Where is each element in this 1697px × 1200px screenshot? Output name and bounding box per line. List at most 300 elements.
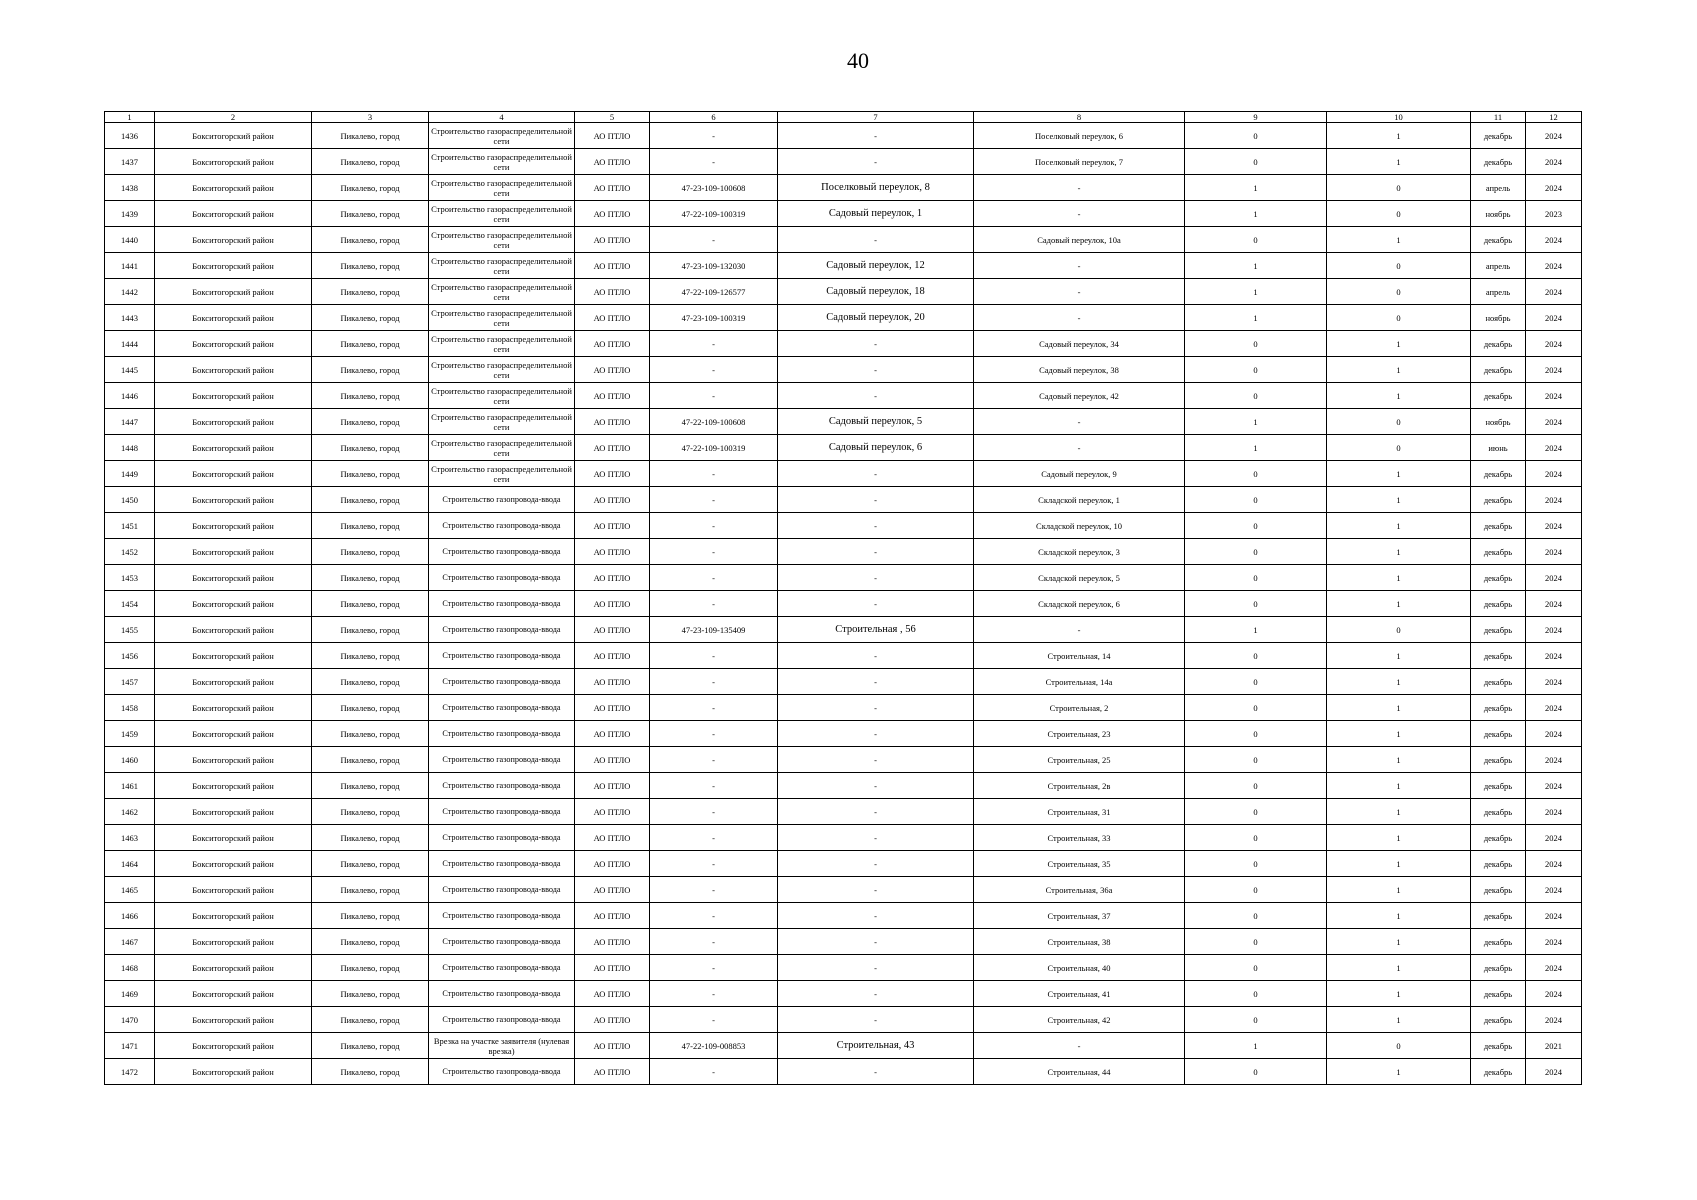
table-cell-col-count-b: 0 <box>1327 253 1471 279</box>
table-cell-col-address-plan: Садовый переулок, 34 <box>974 331 1185 357</box>
table-cell-col-contract: - <box>650 903 778 929</box>
table-cell-col-address-contract: Садовый переулок, 20 <box>778 305 974 331</box>
table-cell-col-count-b: 0 <box>1327 435 1471 461</box>
table-cell-col-address-plan: Поселковый переулок, 7 <box>974 149 1185 175</box>
table-cell-col-month: декабрь <box>1471 1059 1526 1085</box>
table-cell-col-contract: - <box>650 773 778 799</box>
table-cell-col-address-contract: Садовый переулок, 1 <box>778 201 974 227</box>
table-cell-col-count-b: 1 <box>1327 877 1471 903</box>
table-cell-col-num: 1466 <box>105 903 155 929</box>
table-cell-col-work-type: Строительство газопровода-ввода <box>429 773 575 799</box>
table-cell-col-address-contract: Строительная , 56 <box>778 617 974 643</box>
table-cell-col-contract: 47-22-109-100319 <box>650 201 778 227</box>
table-cell-col-district: Бокситогорский район <box>155 279 312 305</box>
table-cell-col-month: декабрь <box>1471 1007 1526 1033</box>
table-cell-col-year: 2024 <box>1526 981 1582 1007</box>
table-cell-col-address-plan: Строительная, 40 <box>974 955 1185 981</box>
table-cell-col-count-b: 1 <box>1327 669 1471 695</box>
table-cell-col-month: декабрь <box>1471 357 1526 383</box>
table-cell-col-address-plan: - <box>974 617 1185 643</box>
table-cell-col-organization: АО ПТЛО <box>575 227 650 253</box>
table-cell-col-address-contract: - <box>778 903 974 929</box>
table-cell-col-month: декабрь <box>1471 383 1526 409</box>
table-cell-col-month: декабрь <box>1471 955 1526 981</box>
table-body <box>105 123 1582 1085</box>
table-cell-col-address-contract: - <box>778 929 974 955</box>
table-cell-col-address-plan: - <box>974 305 1185 331</box>
table-cell-col-organization: АО ПТЛО <box>575 539 650 565</box>
table-cell-col-settlement: Пикалево, город <box>312 851 429 877</box>
table-cell-col-month: декабрь <box>1471 877 1526 903</box>
table-cell-col-address-contract: - <box>778 669 974 695</box>
table-cell-col-num: 1447 <box>105 409 155 435</box>
table-cell-col-district: Бокситогорский район <box>155 487 312 513</box>
table-cell-col-settlement: Пикалево, город <box>312 747 429 773</box>
table-cell-col-organization: АО ПТЛО <box>575 617 650 643</box>
table-cell-col-organization: АО ПТЛО <box>575 383 650 409</box>
table-cell-col-contract: - <box>650 929 778 955</box>
table-cell-col-contract: - <box>650 825 778 851</box>
table-cell-col-count-b: 1 <box>1327 149 1471 175</box>
table-cell-col-district: Бокситогорский район <box>155 461 312 487</box>
table-cell-col-address-plan: Строительная, 44 <box>974 1059 1185 1085</box>
table-cell-col-contract: - <box>650 1059 778 1085</box>
table-row <box>105 825 1582 851</box>
table-cell-col-work-type: Строительство газораспределительной сети <box>429 383 575 409</box>
column-header-6: 6 <box>650 112 778 123</box>
table-cell-col-organization: АО ПТЛО <box>575 1007 650 1033</box>
table-cell-col-count-b: 0 <box>1327 305 1471 331</box>
table-cell-col-address-contract: - <box>778 721 974 747</box>
table-cell-col-year: 2024 <box>1526 487 1582 513</box>
table-cell-col-count-b: 1 <box>1327 851 1471 877</box>
table-cell-col-district: Бокситогорский район <box>155 383 312 409</box>
column-header-2: 2 <box>155 112 312 123</box>
table-cell-col-organization: АО ПТЛО <box>575 175 650 201</box>
table-cell-col-contract: - <box>650 877 778 903</box>
table-cell-col-address-contract: - <box>778 825 974 851</box>
table-cell-col-month: апрель <box>1471 175 1526 201</box>
table-cell-col-district: Бокситогорский район <box>155 1059 312 1085</box>
table-cell-col-num: 1461 <box>105 773 155 799</box>
column-header-4: 4 <box>429 112 575 123</box>
table-cell-col-district: Бокситогорский район <box>155 903 312 929</box>
table-cell-col-count-b: 1 <box>1327 565 1471 591</box>
table-cell-col-district: Бокситогорский район <box>155 149 312 175</box>
table-cell-col-month: апрель <box>1471 253 1526 279</box>
table-cell-col-year: 2024 <box>1526 175 1582 201</box>
table-cell-col-count-a: 1 <box>1185 201 1327 227</box>
table-row <box>105 747 1582 773</box>
table-cell-col-month: декабрь <box>1471 851 1526 877</box>
table-cell-col-count-a: 0 <box>1185 929 1327 955</box>
table-cell-col-district: Бокситогорский район <box>155 591 312 617</box>
table-cell-col-address-plan: Строительная, 36а <box>974 877 1185 903</box>
table-cell-col-work-type: Врезка на участке заявителя (нулевая врезка) <box>429 1033 575 1059</box>
table-cell-col-address-contract: - <box>778 149 974 175</box>
table-cell-col-contract: 47-22-109-008853 <box>650 1033 778 1059</box>
table-cell-col-count-a: 0 <box>1185 461 1327 487</box>
table-cell-col-year: 2024 <box>1526 955 1582 981</box>
table-cell-col-address-plan: - <box>974 201 1185 227</box>
table-cell-col-year: 2024 <box>1526 825 1582 851</box>
table-cell-col-address-plan: Строительная, 41 <box>974 981 1185 1007</box>
table-cell-col-month: декабрь <box>1471 487 1526 513</box>
table-cell-col-num: 1454 <box>105 591 155 617</box>
table-cell-col-num: 1441 <box>105 253 155 279</box>
table-cell-col-count-a: 0 <box>1185 903 1327 929</box>
table-cell-col-organization: АО ПТЛО <box>575 331 650 357</box>
table-cell-col-count-b: 1 <box>1327 903 1471 929</box>
table-cell-col-count-b: 1 <box>1327 643 1471 669</box>
table-row <box>105 617 1582 643</box>
table-cell-col-work-type: Строительство газораспределительной сети <box>429 409 575 435</box>
table-cell-col-year: 2024 <box>1526 357 1582 383</box>
table-cell-col-settlement: Пикалево, город <box>312 877 429 903</box>
table-cell-col-month: апрель <box>1471 279 1526 305</box>
table-cell-col-count-b: 1 <box>1327 981 1471 1007</box>
table-cell-col-address-plan: Садовый переулок, 38 <box>974 357 1185 383</box>
table-cell-col-address-contract: - <box>778 747 974 773</box>
table-cell-col-address-plan: Складской переулок, 5 <box>974 565 1185 591</box>
table-cell-col-count-a: 0 <box>1185 1007 1327 1033</box>
table-cell-col-settlement: Пикалево, город <box>312 253 429 279</box>
table-cell-col-count-b: 0 <box>1327 279 1471 305</box>
table-cell-col-year: 2021 <box>1526 1033 1582 1059</box>
table-cell-col-address-plan: Складской переулок, 3 <box>974 539 1185 565</box>
table-cell-col-contract: - <box>650 461 778 487</box>
table-cell-col-count-a: 0 <box>1185 227 1327 253</box>
table-row <box>105 981 1582 1007</box>
table-cell-col-count-a: 1 <box>1185 617 1327 643</box>
table-cell-col-count-b: 1 <box>1327 1059 1471 1085</box>
table-cell-col-address-contract: - <box>778 461 974 487</box>
table-cell-col-contract: - <box>650 591 778 617</box>
table-cell-col-num: 1455 <box>105 617 155 643</box>
table-cell-col-address-contract: - <box>778 1059 974 1085</box>
table-cell-col-address-plan: Строительная, 35 <box>974 851 1185 877</box>
table-cell-col-address-contract: - <box>778 643 974 669</box>
table-cell-col-count-b: 1 <box>1327 747 1471 773</box>
table-cell-col-count-b: 1 <box>1327 461 1471 487</box>
table-cell-col-year: 2024 <box>1526 305 1582 331</box>
table-cell-col-work-type: Строительство газораспределительной сети <box>429 201 575 227</box>
table-cell-col-work-type: Строительство газопровода-ввода <box>429 799 575 825</box>
table-cell-col-organization: АО ПТЛО <box>575 357 650 383</box>
table-cell-col-year: 2024 <box>1526 435 1582 461</box>
table-cell-col-settlement: Пикалево, город <box>312 1007 429 1033</box>
table-cell-col-month: декабрь <box>1471 617 1526 643</box>
table-cell-col-num: 1463 <box>105 825 155 851</box>
table-cell-col-contract: - <box>650 643 778 669</box>
table-cell-col-count-b: 1 <box>1327 799 1471 825</box>
table-cell-col-year: 2024 <box>1526 539 1582 565</box>
table-cell-col-count-a: 1 <box>1185 175 1327 201</box>
table-cell-col-year: 2024 <box>1526 669 1582 695</box>
table-cell-col-count-b: 1 <box>1327 539 1471 565</box>
column-header-7: 7 <box>778 112 974 123</box>
table-row <box>105 461 1582 487</box>
table-cell-col-settlement: Пикалево, город <box>312 513 429 539</box>
table-cell-col-count-b: 1 <box>1327 591 1471 617</box>
table-cell-col-num: 1460 <box>105 747 155 773</box>
table-cell-col-month: декабрь <box>1471 929 1526 955</box>
table-cell-col-work-type: Строительство газопровода-ввода <box>429 695 575 721</box>
table-cell-col-work-type: Строительство газораспределительной сети <box>429 305 575 331</box>
table-cell-col-address-plan: Складской переулок, 6 <box>974 591 1185 617</box>
table-cell-col-address-plan: Складской переулок, 10 <box>974 513 1185 539</box>
table-cell-col-organization: АО ПТЛО <box>575 747 650 773</box>
table-row <box>105 643 1582 669</box>
table-cell-col-year: 2024 <box>1526 565 1582 591</box>
table-cell-col-address-plan: Строительная, 37 <box>974 903 1185 929</box>
table-cell-col-address-plan: Садовый переулок, 10а <box>974 227 1185 253</box>
table-cell-col-count-a: 0 <box>1185 825 1327 851</box>
table-cell-col-district: Бокситогорский район <box>155 799 312 825</box>
table-cell-col-work-type: Строительство газораспределительной сети <box>429 227 575 253</box>
table-cell-col-month: декабрь <box>1471 123 1526 149</box>
table-cell-col-organization: АО ПТЛО <box>575 669 650 695</box>
table-cell-col-settlement: Пикалево, город <box>312 149 429 175</box>
table-cell-col-organization: АО ПТЛО <box>575 799 650 825</box>
table-cell-col-contract: 47-23-109-135409 <box>650 617 778 643</box>
table-cell-col-work-type: Строительство газораспределительной сети <box>429 357 575 383</box>
table-cell-col-work-type: Строительство газопровода-ввода <box>429 1007 575 1033</box>
table-cell-col-count-b: 1 <box>1327 331 1471 357</box>
table-cell-col-work-type: Строительство газораспределительной сети <box>429 175 575 201</box>
table-cell-col-organization: АО ПТЛО <box>575 695 650 721</box>
table-cell-col-month: ноябрь <box>1471 305 1526 331</box>
table-cell-col-count-a: 0 <box>1185 149 1327 175</box>
gasification-registry-table <box>104 111 1582 1085</box>
column-header-1: 1 <box>105 112 155 123</box>
table-cell-col-address-contract: - <box>778 1007 974 1033</box>
table-row <box>105 279 1582 305</box>
table-cell-col-count-a: 0 <box>1185 955 1327 981</box>
table-row <box>105 435 1582 461</box>
table-cell-col-count-a: 0 <box>1185 877 1327 903</box>
table-cell-col-contract: 47-22-109-100319 <box>650 435 778 461</box>
table-cell-col-address-plan: - <box>974 409 1185 435</box>
table-cell-col-month: декабрь <box>1471 1033 1526 1059</box>
table-cell-col-address-contract: - <box>778 981 974 1007</box>
table-cell-col-year: 2024 <box>1526 617 1582 643</box>
table-cell-col-address-contract: Садовый переулок, 18 <box>778 279 974 305</box>
table-row <box>105 1059 1582 1085</box>
table-cell-col-address-plan: Строительная, 31 <box>974 799 1185 825</box>
table-cell-col-district: Бокситогорский район <box>155 877 312 903</box>
page-number: 40 <box>847 48 869 73</box>
table-cell-col-num: 1443 <box>105 305 155 331</box>
table-cell-col-year: 2024 <box>1526 877 1582 903</box>
table-cell-col-num: 1452 <box>105 539 155 565</box>
table-cell-col-work-type: Строительство газопровода-ввода <box>429 591 575 617</box>
table-cell-col-organization: АО ПТЛО <box>575 981 650 1007</box>
table-cell-col-organization: АО ПТЛО <box>575 149 650 175</box>
table-cell-col-count-a: 1 <box>1185 305 1327 331</box>
table-cell-col-count-a: 1 <box>1185 253 1327 279</box>
table-cell-col-count-a: 0 <box>1185 773 1327 799</box>
table-cell-col-organization: АО ПТЛО <box>575 643 650 669</box>
table-cell-col-organization: АО ПТЛО <box>575 201 650 227</box>
table-cell-col-address-plan: - <box>974 1033 1185 1059</box>
table-cell-col-year: 2024 <box>1526 695 1582 721</box>
table-cell-col-count-a: 0 <box>1185 383 1327 409</box>
table-cell-col-settlement: Пикалево, город <box>312 383 429 409</box>
table-cell-col-count-b: 1 <box>1327 383 1471 409</box>
table-cell-col-count-b: 1 <box>1327 357 1471 383</box>
table-cell-col-organization: АО ПТЛО <box>575 851 650 877</box>
table-cell-col-contract: - <box>650 357 778 383</box>
table-cell-col-work-type: Строительство газопровода-ввода <box>429 877 575 903</box>
table-cell-col-count-a: 0 <box>1185 721 1327 747</box>
table-cell-col-district: Бокситогорский район <box>155 669 312 695</box>
table-cell-col-year: 2024 <box>1526 851 1582 877</box>
table-cell-col-district: Бокситогорский район <box>155 201 312 227</box>
table-cell-col-district: Бокситогорский район <box>155 695 312 721</box>
table-row <box>105 513 1582 539</box>
table-cell-col-address-plan: - <box>974 253 1185 279</box>
table-cell-col-year: 2024 <box>1526 513 1582 539</box>
table-cell-col-year: 2024 <box>1526 773 1582 799</box>
table-cell-col-settlement: Пикалево, город <box>312 799 429 825</box>
table-cell-col-district: Бокситогорский район <box>155 357 312 383</box>
table-cell-col-address-contract: - <box>778 227 974 253</box>
table-cell-col-address-contract: - <box>778 773 974 799</box>
table-cell-col-contract: - <box>650 513 778 539</box>
table-row <box>105 773 1582 799</box>
table-cell-col-num: 1442 <box>105 279 155 305</box>
table-cell-col-address-contract: - <box>778 799 974 825</box>
table-cell-col-address-plan: - <box>974 435 1185 461</box>
table-cell-col-num: 1440 <box>105 227 155 253</box>
table-cell-col-contract: 47-23-109-100608 <box>650 175 778 201</box>
table-cell-col-district: Бокситогорский район <box>155 513 312 539</box>
table-cell-col-count-a: 0 <box>1185 539 1327 565</box>
table-cell-col-count-a: 1 <box>1185 279 1327 305</box>
table-cell-col-work-type: Строительство газораспределительной сети <box>429 123 575 149</box>
table-cell-col-num: 1449 <box>105 461 155 487</box>
table-cell-col-num: 1469 <box>105 981 155 1007</box>
table-cell-col-count-b: 0 <box>1327 409 1471 435</box>
table-cell-col-settlement: Пикалево, город <box>312 955 429 981</box>
table-cell-col-year: 2024 <box>1526 799 1582 825</box>
table-cell-col-address-contract: - <box>778 695 974 721</box>
table-cell-col-district: Бокситогорский район <box>155 565 312 591</box>
table-cell-col-count-b: 1 <box>1327 1007 1471 1033</box>
table-row <box>105 929 1582 955</box>
table-cell-col-contract: 47-23-109-100319 <box>650 305 778 331</box>
table-cell-col-address-contract: - <box>778 357 974 383</box>
table-cell-col-organization: АО ПТЛО <box>575 487 650 513</box>
table-cell-col-year: 2024 <box>1526 1059 1582 1085</box>
table-cell-col-contract: - <box>650 981 778 1007</box>
table-cell-col-contract: - <box>650 695 778 721</box>
table-row <box>105 565 1582 591</box>
table-cell-col-month: декабрь <box>1471 227 1526 253</box>
table-cell-col-address-contract: - <box>778 851 974 877</box>
table-row <box>105 695 1582 721</box>
table-cell-col-work-type: Строительство газопровода-ввода <box>429 487 575 513</box>
table-cell-col-district: Бокситогорский район <box>155 227 312 253</box>
table-cell-col-count-a: 1 <box>1185 1033 1327 1059</box>
table-cell-col-count-b: 1 <box>1327 695 1471 721</box>
table-cell-col-work-type: Строительство газопровода-ввода <box>429 747 575 773</box>
table-cell-col-settlement: Пикалево, город <box>312 1059 429 1085</box>
column-header-10: 10 <box>1327 112 1471 123</box>
table-cell-col-month: декабрь <box>1471 825 1526 851</box>
table-cell-col-district: Бокситогорский район <box>155 409 312 435</box>
table-cell-col-settlement: Пикалево, город <box>312 487 429 513</box>
column-header-12: 12 <box>1526 112 1582 123</box>
table-cell-col-settlement: Пикалево, город <box>312 435 429 461</box>
table-cell-col-count-b: 1 <box>1327 929 1471 955</box>
table-cell-col-district: Бокситогорский район <box>155 175 312 201</box>
table-row <box>105 123 1582 149</box>
table-cell-col-count-a: 0 <box>1185 643 1327 669</box>
table-cell-col-organization: АО ПТЛО <box>575 461 650 487</box>
table-cell-col-address-plan: Строительная, 2в <box>974 773 1185 799</box>
table-cell-col-organization: АО ПТЛО <box>575 305 650 331</box>
table-cell-col-settlement: Пикалево, город <box>312 825 429 851</box>
table-cell-col-num: 1470 <box>105 1007 155 1033</box>
table-cell-col-settlement: Пикалево, город <box>312 461 429 487</box>
table-cell-col-month: декабрь <box>1471 331 1526 357</box>
table-cell-col-settlement: Пикалево, город <box>312 227 429 253</box>
table-row <box>105 851 1582 877</box>
table-cell-col-address-plan: Строительная, 25 <box>974 747 1185 773</box>
table-cell-col-count-b: 1 <box>1327 721 1471 747</box>
table-cell-col-address-contract: - <box>778 955 974 981</box>
table-cell-col-address-contract: - <box>778 539 974 565</box>
table-cell-col-count-a: 0 <box>1185 799 1327 825</box>
table-row <box>105 331 1582 357</box>
table-cell-col-month: июнь <box>1471 435 1526 461</box>
table-row <box>105 591 1582 617</box>
table-cell-col-month: декабрь <box>1471 773 1526 799</box>
table-cell-col-contract: - <box>650 669 778 695</box>
table-cell-col-organization: АО ПТЛО <box>575 435 650 461</box>
table-cell-col-settlement: Пикалево, город <box>312 695 429 721</box>
table-cell-col-month: декабрь <box>1471 981 1526 1007</box>
table-cell-col-year: 2024 <box>1526 409 1582 435</box>
table-cell-col-count-b: 1 <box>1327 123 1471 149</box>
table-cell-col-month: декабрь <box>1471 695 1526 721</box>
table-cell-col-address-plan: Складской переулок, 1 <box>974 487 1185 513</box>
table-cell-col-settlement: Пикалево, город <box>312 591 429 617</box>
table-cell-col-num: 1438 <box>105 175 155 201</box>
table-cell-col-contract: - <box>650 1007 778 1033</box>
table-cell-col-year: 2024 <box>1526 929 1582 955</box>
table-row <box>105 357 1582 383</box>
table-cell-col-month: декабрь <box>1471 747 1526 773</box>
table-cell-col-work-type: Строительство газораспределительной сети <box>429 253 575 279</box>
table-cell-col-address-contract: - <box>778 123 974 149</box>
table-cell-col-work-type: Строительство газопровода-ввода <box>429 903 575 929</box>
table-cell-col-num: 1451 <box>105 513 155 539</box>
table-cell-col-district: Бокситогорский район <box>155 539 312 565</box>
table-cell-col-district: Бокситогорский район <box>155 929 312 955</box>
table-cell-col-settlement: Пикалево, город <box>312 123 429 149</box>
table-cell-col-year: 2023 <box>1526 201 1582 227</box>
table-cell-col-address-contract: - <box>778 331 974 357</box>
table-cell-col-count-b: 0 <box>1327 617 1471 643</box>
table-cell-col-address-plan: Садовый переулок, 9 <box>974 461 1185 487</box>
table-row <box>105 201 1582 227</box>
table-cell-col-month: ноябрь <box>1471 201 1526 227</box>
table-cell-col-district: Бокситогорский район <box>155 825 312 851</box>
table-cell-col-num: 1468 <box>105 955 155 981</box>
